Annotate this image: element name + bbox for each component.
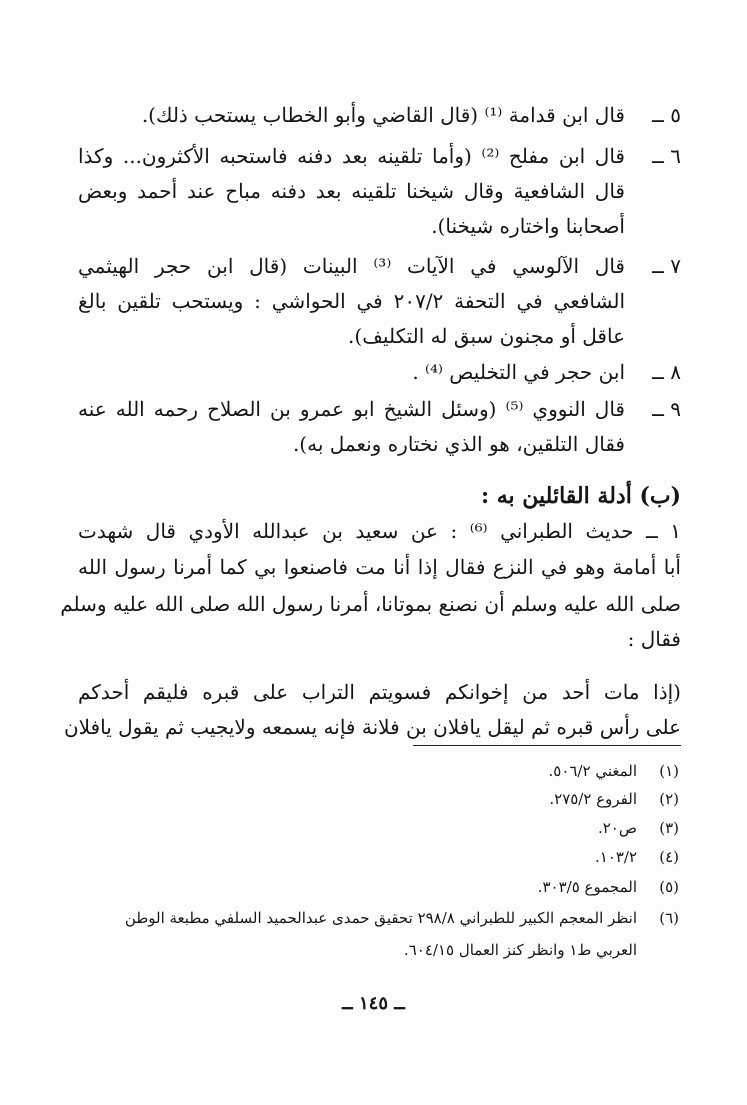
item-text-line: فقال التلقين، هو الذي نختاره ونعمل به). bbox=[292, 432, 625, 456]
body-text-line: أبا أمامة وهو في النزع فقال إذا أنا مت فاصنعوا بي كما أمرنا رسول الله bbox=[78, 555, 681, 579]
footnote-text: الفروع ٢٧٥/٢. bbox=[549, 790, 637, 808]
footnote-text: ص٢٠. bbox=[597, 819, 637, 837]
footnote-number: (٥) bbox=[659, 878, 679, 896]
item-text-line: قال الشافعية وقال شيخنا تلقينه بعد دفنه مباح عند أحمد وبعض bbox=[78, 179, 625, 203]
footnote-text: العربي ط١ وانظر كنز العمال ٦٠٤/١٥. bbox=[403, 941, 637, 959]
footnote-number: (٢) bbox=[659, 790, 679, 808]
footnote-text: ١٠٣/٢. bbox=[594, 848, 637, 866]
item-number: ٧ ــ bbox=[652, 254, 681, 278]
footnote-number: (٣) bbox=[659, 819, 679, 837]
body-text-line: صلى الله عليه وسلم أن نصنع بموتانا، أمرنا رسول الله صلى الله عليه وسلم bbox=[60, 592, 681, 616]
item-text-line: قال النووي ⁽⁵⁾ (وسئل الشيخ ابو عمرو بن الصلاح رحمه الله عنه bbox=[78, 397, 625, 421]
quote-line: على رأس قبره ثم ليقل يافلان بن فلانة فإنه يسمعه ولايجيب ثم يقول يافلان bbox=[63, 715, 681, 739]
quote-line: (إذا مات أحد من إخوانكم فسويتم التراب على قبره فليقم أحدكم bbox=[78, 680, 681, 704]
body-text-line: فقال : bbox=[627, 627, 681, 651]
item-text-line: قال ابن مفلح ⁽²⁾ (وأما تلقينه بعد دفنه فاستحبه الأكثرون... وكذا bbox=[78, 144, 625, 168]
item-number: ٩ ــ bbox=[652, 397, 681, 421]
item-text-line: ابن حجر في التخليص ⁽⁴⁾ . bbox=[412, 360, 625, 384]
page-number: ــ ١٤٥ ــ bbox=[342, 993, 405, 1014]
item-number: ٦ ــ bbox=[652, 144, 681, 168]
footnote-number: (٤) bbox=[659, 848, 679, 866]
footnote-number: (٦) bbox=[659, 909, 679, 927]
footnote-number: (١) bbox=[659, 762, 679, 780]
item-number: ٨ ــ bbox=[652, 360, 681, 384]
body-text-line: ١ ــ حديث الطبراني ⁽⁶⁾ : عن سعيد بن عبدالله الأودي قال شهدت bbox=[78, 519, 681, 543]
item-text-line: الشافعي في التحفة ٢٠٧/٢ في الحواشي : ويستحب تلقين بالغ bbox=[78, 289, 626, 313]
item-text-line: قال الآلوسي في الآيات ⁽³⁾ البينات (قال ابن حجر الهيثمي bbox=[78, 254, 625, 278]
item-number: ٥ ــ bbox=[652, 103, 681, 127]
footnote-separator bbox=[413, 745, 681, 746]
section-heading: (ب) أدلة القائلين به : bbox=[480, 483, 681, 509]
item-text-line: قال ابن قدامة ⁽¹⁾ (قال القاضي وأبو الخطاب يستحب ذلك). bbox=[141, 103, 625, 127]
footnote-text: المجموع ٣٠٣/٥. bbox=[537, 878, 637, 896]
item-text-line: أصحابنا واختاره شيخنا). bbox=[431, 214, 625, 238]
footnote-text: انظر المعجم الكبير للطبراني ٢٩٨/٨ تحقيق حمدى عبدالحميد السلفي مطبعة الوطن bbox=[124, 909, 637, 927]
item-text-line: عاقل أو مجنون سبق له التكليف). bbox=[348, 324, 625, 348]
footnote-text: المغني ٥٠٦/٢. bbox=[548, 762, 637, 780]
